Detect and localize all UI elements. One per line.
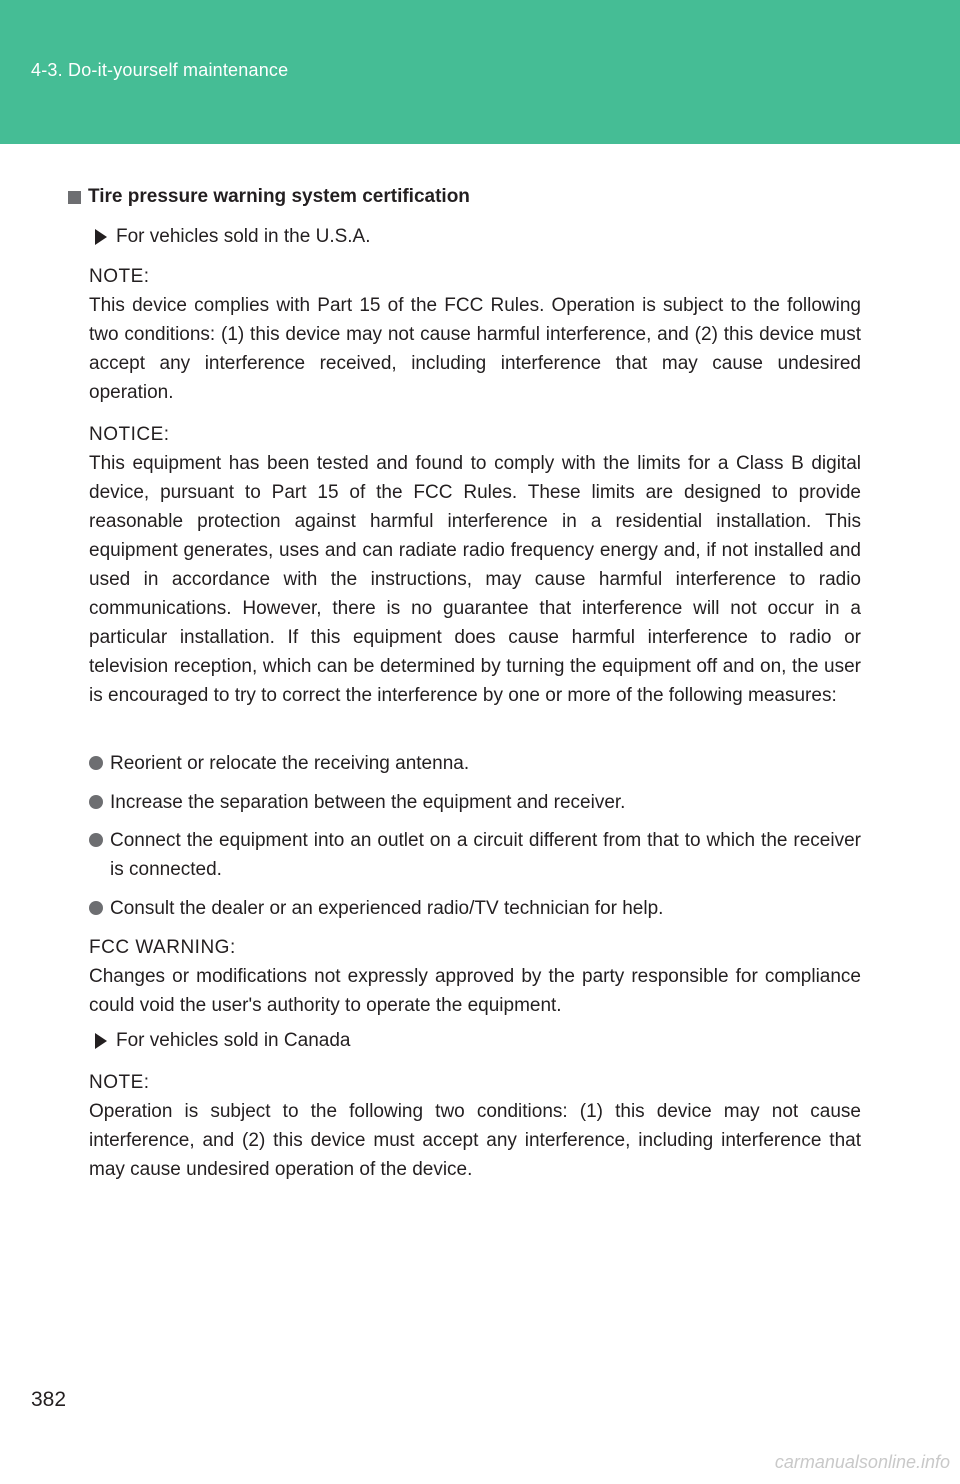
fcc-warning-text: Changes or modifications not expressly approved by the party responsible for compliance could void the user's authority to operate the equipment. <box>89 966 861 1016</box>
round-bullet-icon <box>89 756 103 770</box>
round-bullet-icon <box>89 901 103 915</box>
triangle-arrow-icon <box>95 1033 107 1049</box>
usa-fcc-warning <box>89 933 861 1020</box>
round-bullet-icon <box>89 833 103 847</box>
measure-item <box>89 749 861 778</box>
section-title: 4-3. Do-it-yourself maintenance <box>31 60 289 80</box>
subheading-text: Tire pressure warning system certification <box>88 186 470 207</box>
canada-note <box>89 1068 861 1184</box>
usa-note-text: This device complies with Part 15 of the FCC Rules. Operation is subject to the following two conditions: (1) this device may not cause harmful interference, and (2) this device must accept any interference received, including interference that may cause undesired operation. <box>89 295 861 403</box>
usa-notice-label: NOTICE: <box>89 424 170 445</box>
square-bullet-icon <box>68 191 81 204</box>
watermark: carmanualsonline.info <box>774 1452 950 1472</box>
region-usa <box>95 226 371 248</box>
usa-note-label: NOTE: <box>89 266 150 287</box>
canada-note-label: NOTE: <box>89 1072 150 1093</box>
region-canada-text: For vehicles sold in Canada <box>116 1030 351 1051</box>
measure-text: Consult the dealer or an experienced radio/TV technician for help. <box>110 898 664 919</box>
fcc-warning-label: FCC WARNING: <box>89 937 236 958</box>
canada-note-text: Operation is subject to the following two conditions: (1) this device may not cause interference, and (2) this device must accept any interference, including interference that may cause undesired operation of the device. <box>89 1101 861 1180</box>
usa-notice <box>89 420 861 710</box>
page-number: 382 <box>31 1388 67 1411</box>
measure-item <box>89 826 861 884</box>
round-bullet-icon <box>89 795 103 809</box>
measure-text: Increase the separation between the equipment and receiver. <box>110 792 626 813</box>
measure-item <box>89 788 861 817</box>
section-header <box>0 0 960 144</box>
measure-text: Connect the equipment into an outlet on a circuit different from that to which the receiver is connected. <box>110 830 861 880</box>
usa-note <box>89 262 861 407</box>
subheading <box>68 186 470 208</box>
usa-notice-text: This equipment has been tested and found to comply with the limits for a Class B digital device, pursuant to Part 15 of the FCC Rules. These limits are designed to provide reasonable protection against harmful interference in a residential installation. This equipment generates, uses and can radiate radio frequency energy and, if not installed and used in accordance with the instructions, may cause harmful interference to radio communications. However, there is no guarantee that interference will not occur in a particular installation. If this equipment does cause harmful interference to radio or television reception, which can be determined by turning the equipment off and on, the user is encouraged to try to correct the interference by one or more of the following measures: <box>89 453 861 706</box>
measure-text: Reorient or relocate the receiving antenna. <box>110 753 470 774</box>
triangle-arrow-icon <box>95 229 107 245</box>
region-usa-text: For vehicles sold in the U.S.A. <box>116 226 371 247</box>
region-canada <box>95 1030 350 1052</box>
measure-item <box>89 894 861 923</box>
